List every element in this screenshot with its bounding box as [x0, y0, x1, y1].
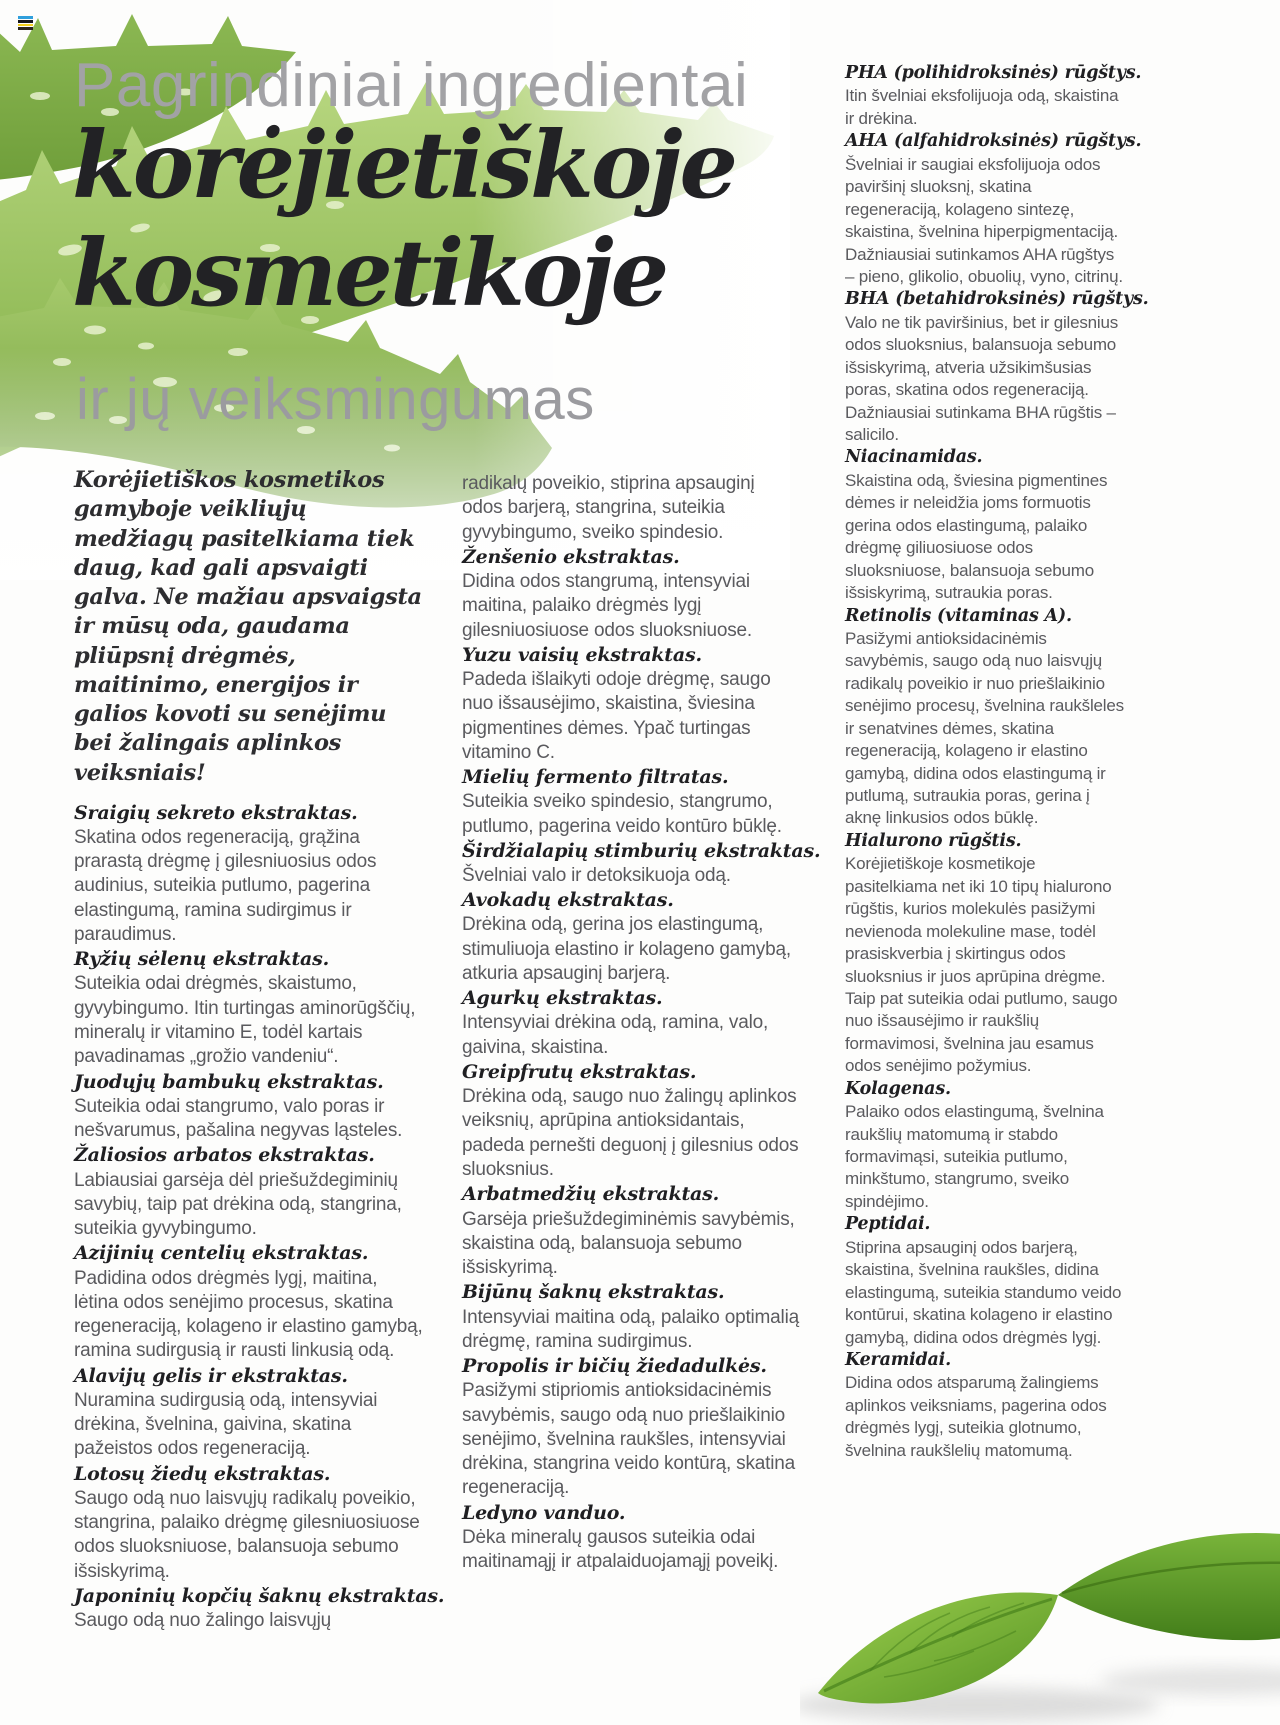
ingredient-name: Japoninių kopčių šaknų ekstraktas. — [74, 1585, 445, 1608]
ingredient-entry — [845, 1349, 1125, 1462]
ingredient-entry — [845, 1078, 1125, 1214]
ingredient-entry — [845, 288, 1149, 446]
ingredient-description: Suteikia sveiko spindesio, stangrumo, putlumo, pagerina veido kontūro būklę. — [462, 791, 782, 837]
ingredient-description: Pasižymi antioksidacinėmis savybėmis, saugo odą nuo laisvųjų radikalų poveikio ir nuo priešlaikinio senėjimo procesų, švelnina raukšleles ir senatvines dėmes, skatina regeneraciją, kolageno ir elastino gamybą, didina odos elastingumą ir putlumą, sutraukia poras, gerina į aknę linkusios odos būklę. — [845, 628, 1124, 828]
ingredient-entry — [845, 446, 1125, 604]
ingredient-entry — [845, 830, 1125, 1078]
ingredient-entry — [74, 1462, 426, 1584]
print-registration-mark — [18, 16, 33, 30]
ingredient-description: Labiausiai garsėja dėl priešuždegiminių savybių, taip pat drėkina odą, stangrina, suteikia gyvybingumo. — [74, 1169, 402, 1240]
ingredient-entry — [845, 605, 1125, 830]
ingredient-description: Stiprina apsauginį odos barjerą, skaistina, švelnina raukšles, didina elastingumą, suteikia standumo veido kontūrui, skatina kolageno ir elastino gamybą, didina odos drėgmės lygį. — [845, 1237, 1122, 1347]
column-left — [74, 466, 445, 1634]
ingredient-entry — [462, 1280, 800, 1354]
ingredient-name: Keramidai. — [845, 1349, 951, 1370]
ingredient-name: Kolagenas. — [845, 1078, 951, 1099]
ingredient-description: Skatina odos regeneraciją, grąžina prarastą drėgmę į gilesniuosius odos audinius, suteikia putlumo, pagerina elastingumą, ramina sudirgimus ir paraudimus. — [74, 826, 377, 946]
ingredient-description: Drėkina odą, saugo nuo žalingų aplinkos veiksnių, aprūpina antioksidantais, padeda pernešti deguonį į gilesnius odos sluoksnius. — [462, 1086, 799, 1181]
ingredient-description: Suteikia odai stangrumo, valo poras ir nešvarumus, pašalina negyvas ląsteles. — [74, 1095, 403, 1142]
ingredient-entry — [74, 1241, 426, 1363]
ingredient-name: Retinolis (vitaminas A). — [845, 605, 1072, 626]
ingredient-list-middle — [462, 472, 821, 1574]
ingredient-entry — [74, 1070, 426, 1144]
ingredient-name: Yuzu vaisių ekstraktas. — [462, 643, 702, 666]
ingredient-description: Palaiko odos elastingumą, švelnina raukšlių matomumą ir stabdo formavimąsi, suteikia putlumo, minkštumo, stangrumo, sveiko spindėjimo. — [845, 1102, 1104, 1211]
ingredient-description: Padidina odos drėgmės lygį, maitina, lėtina odos senėjimo procesus, skatina regeneraciją, kolageno ir elastino gamybą, ramina sudirgusią ir rausti linkusią odą. — [74, 1267, 423, 1362]
ingredient-entry — [462, 472, 800, 545]
ingredient-name: Propolis ir bičių žiedadulkės. — [462, 1355, 767, 1378]
ingredient-entry — [74, 801, 426, 948]
article-title-line1: korėjietiškoje — [72, 111, 736, 219]
ingredient-description: Skaistina odą, šviesina pigmentines dėmes ir neleidžia joms formuotis gerina odos elastingumą, palaiko drėgmę giliuosiuose odos sluoksniuose, balansuoja sebumo išsiskyrimą, sutraukia poras. — [845, 470, 1108, 603]
ingredient-entry — [74, 1584, 445, 1633]
ingredient-name: BHA (betahidroksinės) rūgštys. — [845, 289, 1149, 310]
article-title-line2: kosmetikoje — [72, 218, 667, 327]
ingredient-entry — [462, 1501, 800, 1575]
ingredient-name: Žaliosios arbatos ekstraktas. — [74, 1144, 375, 1167]
ingredient-description: Nuramina sudirgusią odą, intensyviai drėkina, švelnina, gaivina, skatina pažeistos odos regeneraciją. — [74, 1389, 378, 1460]
ingredient-description: Itin švelniai eksfolijuoja odą, skaistina ir drėkina. — [845, 86, 1119, 128]
ingredient-name: Ryžių sėlenų ekstraktas. — [74, 948, 330, 971]
ingredient-entry — [462, 839, 821, 888]
ingredient-name: Azijinių centelių ekstraktas. — [74, 1242, 369, 1265]
column-right — [845, 62, 1149, 1462]
ingredient-name: Avokadų ekstraktas. — [462, 889, 674, 912]
article-title — [72, 112, 735, 327]
ingredient-description: Saugo odą nuo žalingo laisvųjų — [74, 1610, 332, 1632]
ingredient-name: Agurkų ekstraktas. — [462, 987, 663, 1010]
column-middle — [462, 472, 821, 1574]
ingredient-entry — [462, 1182, 800, 1280]
ingredient-entry — [462, 888, 800, 986]
article-kicker: Pagrindiniai ingredientai — [74, 51, 749, 120]
ingredient-description: Švelniai ir saugiai eksfolijuoja odos paviršinį sluoksnį, skatina regeneraciją, kolageno sintezę, skaistina, švelnina hiperpigmentaciją. Dažniausiai sutinkamos AHA rūgštys – pieno, glikolio, obuolių, vyno, citrinų. — [845, 154, 1123, 286]
ingredient-entry — [845, 130, 1142, 288]
ingredient-name: Mielių fermento filtratas. — [462, 766, 729, 789]
ingredient-name: PHA (polihidroksinės) rūgštys. — [845, 63, 1142, 83]
ingredient-name: AHA (alfahidroksinės) rūgštys. — [845, 131, 1142, 152]
ingredient-description: Didina odos stangrumą, intensyviai maitina, palaiko drėgmės lygį gilesniuosiuose odos sluoksniuose. — [462, 571, 753, 641]
ingredient-name: Ledyno vanduo. — [462, 1501, 626, 1524]
ingredient-entry — [462, 986, 800, 1060]
ingredient-name: Greipfrutų ekstraktas. — [462, 1061, 697, 1084]
ingredient-entry — [74, 947, 426, 1069]
ingredient-description: Saugo odą nuo laisvųjų radikalų poveikio, stangrina, palaiko drėgmę gilesniuosiuose odos sluoksniuose, balansuoja sebumo išsiskyrimą. — [74, 1487, 420, 1582]
ingredient-description: radikalų poveikio, stiprina apsauginį odos barjerą, stangrina, suteikia gyvybingumo, sveiko spindesio. — [462, 473, 755, 543]
ingredient-description: Intensyviai drėkina odą, ramina, valo, gaivina, skaistina. — [462, 1012, 769, 1058]
ingredient-name: Juodųjų bambukų ekstraktas. — [74, 1070, 384, 1093]
ingredient-description: Didina odos atsparumą žalingiems aplinkos veiksniams, pagerina odos drėgmės lygį, suteikia glotnumo, švelnina raukšlelių matomumą. — [845, 1373, 1107, 1460]
ingredient-description: Padeda išlaikyti odoje drėgmę, saugo nuo išsausėjimo, skaistina, šviesina pigmentines dėmes. Ypač turtingas vitamino C. — [462, 669, 771, 763]
ingredient-name: Ženšenio ekstraktas. — [462, 545, 680, 568]
ingredient-entry — [462, 545, 800, 643]
ingredient-entry — [462, 1354, 800, 1501]
ingredient-description: Korėjietiškoje kosmetikoje pasitelkiama net iki 10 tipų hialurono rūgštis, kurios molekulės pasižymi nevienoda molekuline mase, todėl prasiskverbia į skirtingus odos sluoksnius ir juos aprūpina drėgme. Taip pat suteikia odai putlumo, saugo nuo išsausėjimo ir raukšlių formavimosi, švelnina jau esamus odos senėjimo požymius. — [845, 854, 1118, 1076]
ingredient-description: Pasižymi stipriomis antioksidacinėmis savybėmis, saugo odą nuo priešlaikinio senėjimo, švelnina raukšles, intensyviai drėkina, stangrina veido kontūrą, skatina regeneraciją. — [462, 1380, 795, 1499]
ingredient-name: Peptidai. — [845, 1214, 931, 1235]
ingredient-description: Intensyviai maitina odą, palaiko optimalią drėgmę, ramina sudirgimus. — [462, 1306, 799, 1352]
ingredient-name: Alavijų gelis ir ekstraktas. — [74, 1364, 348, 1387]
ingredient-entry — [462, 1060, 800, 1182]
article-subtitle: ir jų veiksmingumas — [76, 367, 595, 432]
ingredient-entry — [845, 1213, 1125, 1349]
ingredient-description: Drėkina odą, gerina jos elastingumą, stimuliuoja elastino ir kolageno gamybą, atkuria apsauginį barjerą. — [462, 914, 791, 985]
ingredient-name: Bijūnų šaknų ekstraktas. — [462, 1281, 725, 1304]
ingredient-description: Valo ne tik paviršinius, bet ir gilesnius odos sluoksnius, balansuoja sebumo išsiskyrimą, atveria užsikimšusias poras, skatina odos regeneraciją. Dažniausiai sutinkama BHA rūgštis – salicilo. — [845, 312, 1119, 444]
ingredient-name: Širdžialapių stimburių ekstraktas. — [462, 839, 821, 862]
ingredient-description: Dėka mineralų gausos suteikia odai maitinamąjį ir atpalaiduojamąjį poveikį. — [462, 1526, 779, 1573]
intro-paragraph: Korėjietiškos kosmetikos gamyboje veikliųjų medžiagų pasitelkiama tiek daug, kad gali apsvaigti galva. Ne mažiau apsvaigsta ir mūsų oda, gaudama pliūpsnį drėgmės, maitinimo, energijos ir galios kovoti su senėjimu bei žalingais aplinkos veiksniais! — [74, 467, 422, 786]
ingredient-entry — [462, 643, 800, 765]
ingredient-name: Niacinamidas. — [845, 447, 983, 468]
ingredient-name: Arbatmedžių ekstraktas. — [462, 1183, 720, 1206]
ingredient-name: Sraigių sekreto ekstraktas. — [74, 801, 358, 824]
ingredient-entry — [845, 62, 1142, 130]
ingredient-entry — [462, 765, 800, 839]
ingredient-list-left — [74, 801, 445, 1634]
ingredient-description: Garsėja priešuždegiminėmis savybėmis, skaistina odą, balansuoja sebumo išsiskyrimą. — [462, 1208, 795, 1279]
ingredient-description: Suteikia odai drėgmės, skaistumo, gyvybingumo. Itin turtingas aminorūgščių, mineralų ir vitamino E, todėl kartais pavadinamas „grožio vandeniu“. — [74, 973, 416, 1068]
ingredient-description: Švelniai valo ir detoksikuoja odą. — [462, 865, 731, 887]
ingredient-name: Lotosų žiedų ekstraktas. — [74, 1462, 331, 1485]
ingredient-entry — [74, 1364, 426, 1462]
ingredient-name: Hialurono rūgštis. — [845, 830, 1022, 851]
ingredient-list-right — [845, 62, 1149, 1462]
ingredient-entry — [74, 1143, 426, 1241]
